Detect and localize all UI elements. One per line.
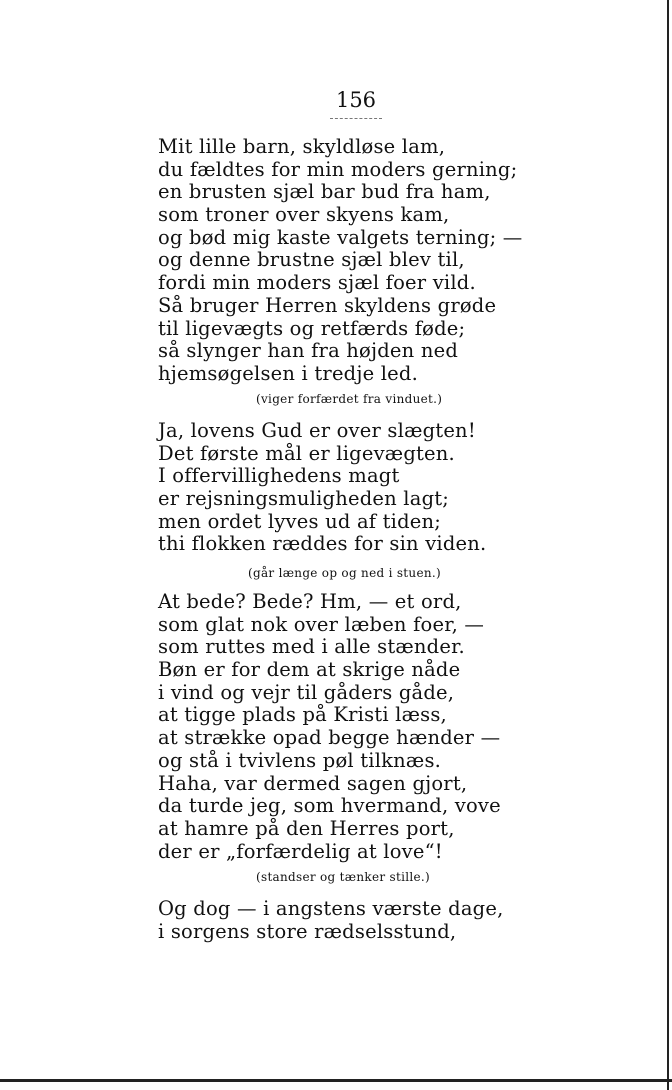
scan-edge-right xyxy=(667,0,669,1090)
verse-line: en brusten sjæl bar bud fra ham, xyxy=(158,180,491,204)
verse-line: I offervillighedens magt xyxy=(158,464,400,488)
verse-line: så slynger han fra højden ned xyxy=(158,339,459,363)
verse-line: i sorgens store rædselsstund, xyxy=(158,919,457,943)
verse-line: der er „forfærdelig at love“! xyxy=(158,839,443,863)
verse-line: Haha, var dermed sagen gjort, xyxy=(158,771,468,795)
verse-line: som ruttes med i alle stænder. xyxy=(158,635,465,659)
verse-line: i vind og vejr til gåders gåde, xyxy=(158,680,455,704)
verse-line: fordi min moders sjæl foer vild. xyxy=(158,271,476,295)
verse-line: som troner over skyens kam, xyxy=(158,203,450,227)
verse-line: Mit lille barn, skyldløse lam, xyxy=(158,135,446,158)
verse-line: Det første mål er ligevægten. xyxy=(158,441,455,465)
verse-line: da turde jeg, som hvermand, vove xyxy=(158,794,501,818)
verse-line: at strække opad begge hænder — xyxy=(158,726,501,750)
verse-line: Ja, lovens Gud er over slægten! xyxy=(158,419,476,442)
verse-line: som glat nok over læben foer, — xyxy=(158,612,485,636)
verse-line: er rejsningsmuligheden lagt; xyxy=(158,487,450,511)
verse-line: til ligevægts og retfærds føde; xyxy=(158,316,466,340)
verse-line: At bede? Bede? Hm, — et ord, xyxy=(158,590,462,613)
verse-line: Så bruger Herren skyldens grøde xyxy=(158,293,497,317)
verse-line: hjemsøgelsen i tredje led. xyxy=(158,361,419,385)
verse-line: Og dog — i angstens værste dage, xyxy=(158,897,504,920)
verse-line: og denne brustne sjæl blev til, xyxy=(158,248,465,272)
stanza-2 xyxy=(158,420,486,556)
stanza-4 xyxy=(158,898,504,943)
stanza-3 xyxy=(158,591,501,863)
verse-line: og bød mig kaste valgets terning; — xyxy=(158,225,523,249)
page-number: 156 xyxy=(335,88,377,112)
verse-line: du fældtes for min moders gerning; xyxy=(158,157,518,181)
verse-line: men ordet lyves ud af tiden; xyxy=(158,509,442,533)
verse-line: at hamre på den Herres port, xyxy=(158,816,455,840)
scan-edge-bottom xyxy=(0,1079,672,1082)
stage-direction-3: (standser og tænker stille.) xyxy=(256,870,431,884)
stage-direction-2: (går længe op og ned i stuen.) xyxy=(248,566,441,580)
stanza-1 xyxy=(158,136,523,386)
page-number-rule xyxy=(330,118,382,119)
verse-line: Bøn er for dem at skrige nåde xyxy=(158,658,461,682)
verse-line: thi flokken ræddes for sin viden. xyxy=(158,532,487,556)
stage-direction-1: (viger forfærdet fra vinduet.) xyxy=(256,392,443,406)
verse-line: og stå i tvivlens pøl tilknæs. xyxy=(158,748,442,772)
verse-line: at tigge plads på Kristi læss, xyxy=(158,703,447,727)
